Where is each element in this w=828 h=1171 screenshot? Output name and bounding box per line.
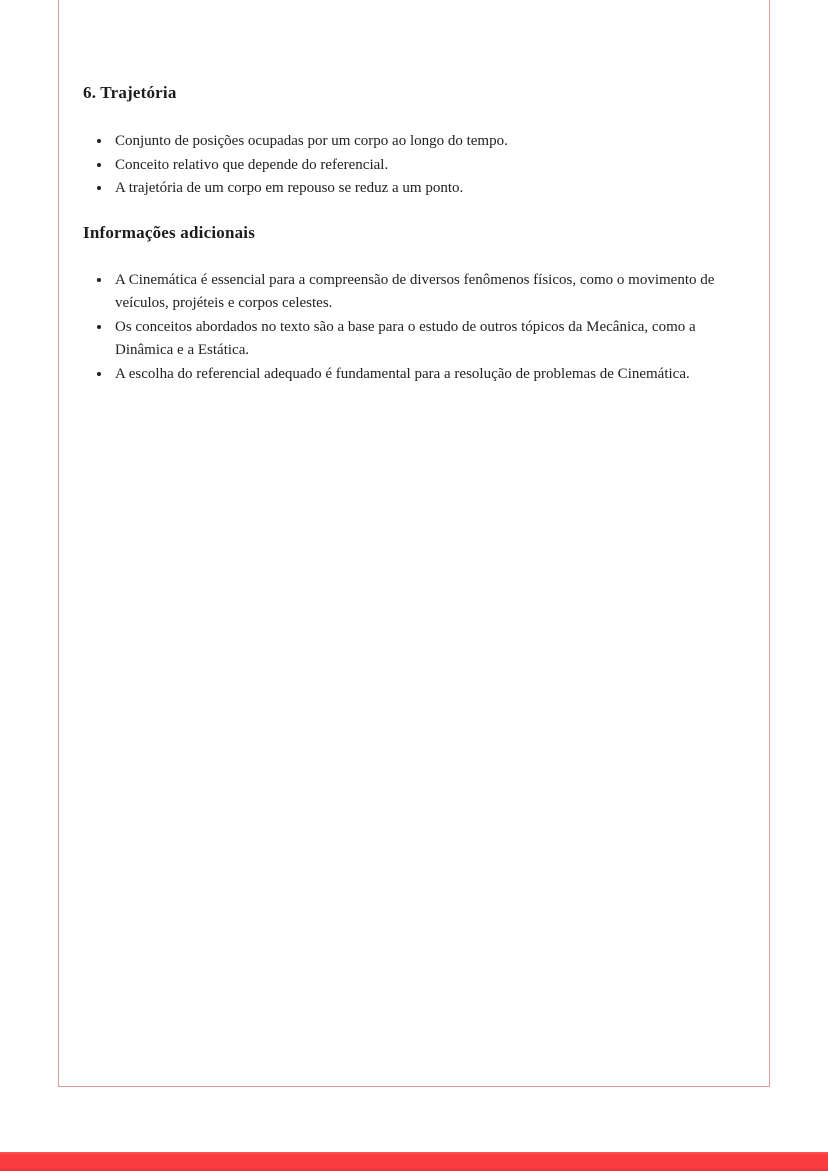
trajectory-bullet-list [83, 130, 742, 201]
additional-info-bullet-list [83, 269, 742, 387]
additional-info-heading: Informações adicionais [83, 222, 256, 242]
footer-accent-bar [0, 1152, 828, 1171]
list-item: • Conjunto de posições ocupadas por um corpo ao longo do tempo. [112, 130, 742, 154]
list-item: • Conceito relativo que depende do referencial. [112, 154, 742, 178]
list-item: • Os conceitos abordados no texto são a base para o estudo de outros tópicos da Mecânica, como a Dinâmica e a Estática. [112, 316, 742, 363]
section-heading-trajetoria: 6. Trajetória [83, 83, 177, 102]
list-item: • A escolha do referencial adequado é fundamental para a resolução de problemas de Cinemática. [112, 363, 742, 387]
content-frame [58, 0, 770, 1087]
list-item: • A trajetória de um corpo em repouso se reduz a um ponto. [112, 177, 742, 201]
list-item: • A Cinemática é essencial para a compreensão de diversos fenômenos físicos, como o movimento de veículos, projéteis e corpos celestes. [112, 269, 742, 316]
